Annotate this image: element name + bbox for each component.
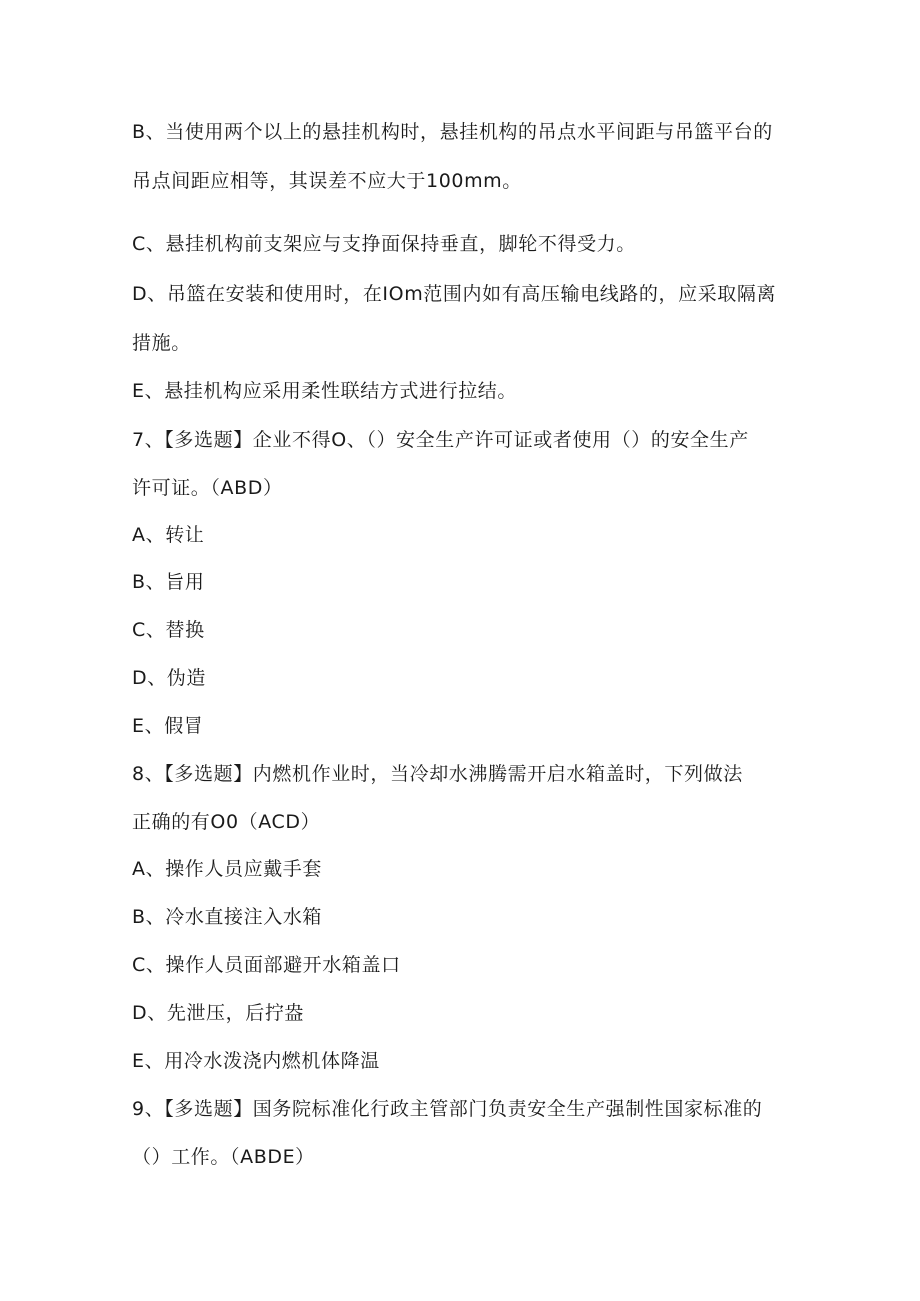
q7-stem-line1: 7、【多选题】企业不得O、（）安全生产许可证或者使用（）的安全生产: [132, 429, 749, 451]
q7-option-a: A、转让: [132, 524, 205, 546]
q6-option-b-line2: 吊点间距应相等，其误差不应大于100mm。: [132, 170, 522, 192]
q9-stem-line2: （）工作。（ABDE）: [132, 1146, 315, 1168]
q9-stem-line1: 9、【多选题】国务院标准化行政主管部门负责安全生产强制性国家标准的: [132, 1098, 763, 1120]
q6-option-c: C、悬挂机构前支架应与支挣面保持垂直，脚轮不得受力。: [132, 233, 636, 255]
q7-option-b: B、旨用: [132, 571, 205, 593]
q7-option-c: C、替换: [132, 619, 205, 641]
q6-option-e: E、悬挂机构应采用柔性联结方式进行拉结。: [132, 380, 518, 402]
q6-option-b-line1: B、当使用两个以上的悬挂机构时，悬挂机构的吊点水平间距与吊篮平台的: [132, 121, 773, 143]
q8-option-c: C、操作人员面部避开水箱盖口: [132, 954, 401, 976]
q7-option-e: E、假冒: [132, 715, 204, 737]
q7-option-d: D、伪造: [132, 667, 207, 689]
q8-option-d: D、先泄压，后拧盎: [132, 1002, 305, 1024]
q8-option-e: E、用冷水泼浇内燃机体降温: [132, 1050, 380, 1072]
q7-stem-line2: 许可证。（ABD）: [132, 477, 283, 499]
q8-option-a: A、操作人员应戴手套: [132, 858, 322, 880]
q6-option-d-line2: 措施。: [132, 332, 191, 354]
q8-stem-line2: 正确的有O0（ACD）: [132, 811, 321, 833]
q8-stem-line1: 8、【多选题】内燃机作业时，当冷却水沸腾需开启水箱盖时，下列做法: [132, 763, 743, 785]
q8-option-b: B、冷水直接注入水箱: [132, 906, 323, 928]
q6-option-d-line1: D、吊篮在安装和使用时，在IOm范围内如有高压输电线路的，应采取隔离: [132, 283, 777, 305]
